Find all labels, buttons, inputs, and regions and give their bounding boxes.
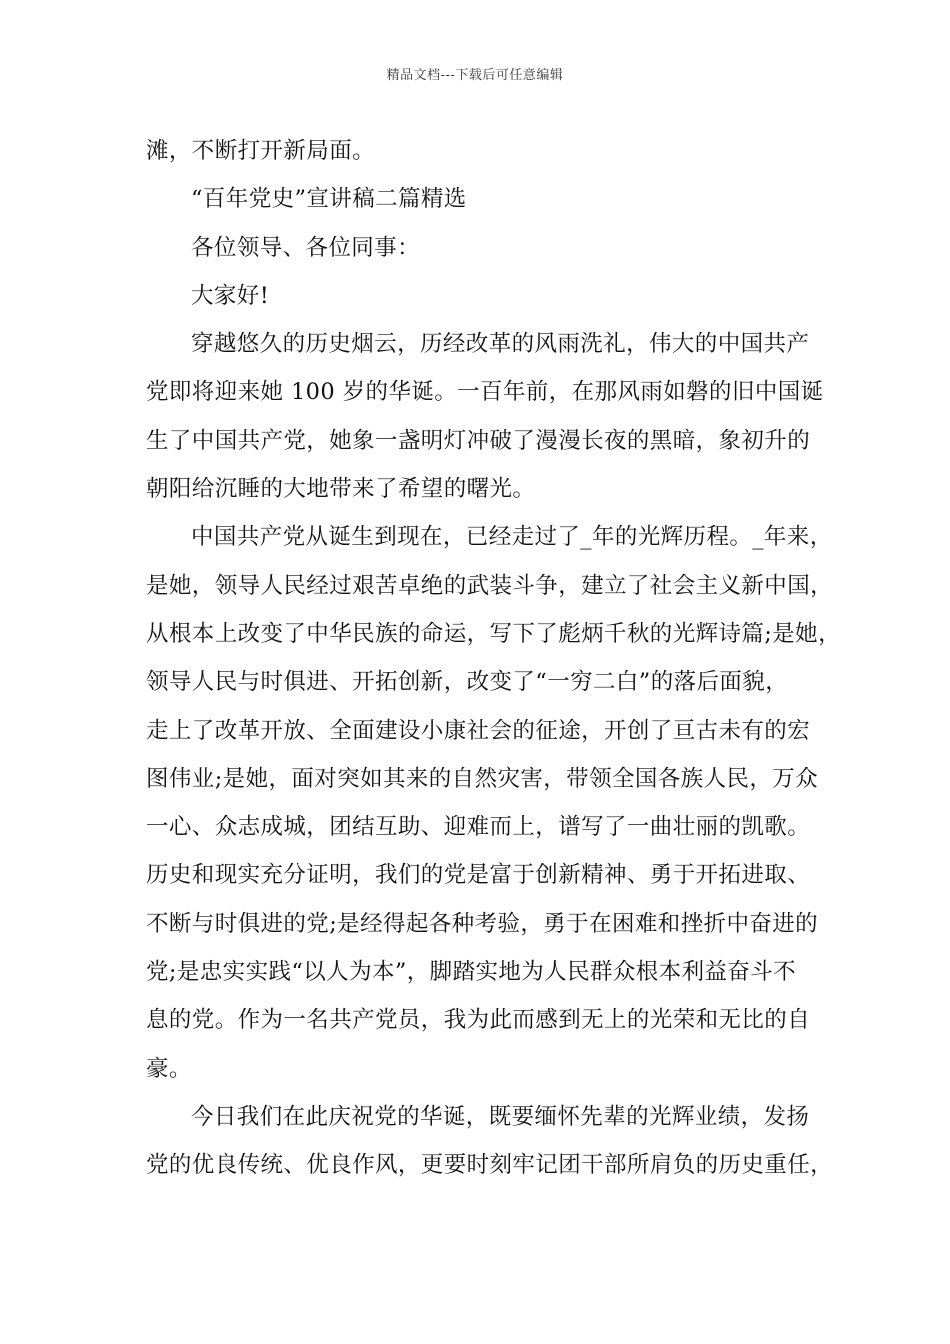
text-line: 中国共产党从诞生到现在，已经走过了_年的光辉历程。_年来，: [191, 524, 833, 551]
text-line: 是她，领导人民经过艰苦卓绝的武装斗争，建立了社会主义新中国，: [146, 572, 834, 599]
greeting: 大家好!: [191, 282, 270, 309]
document-title: “百年党史”宣讲稿二篇精选: [191, 186, 467, 213]
text-line: 领导人民与时俱进、开拓创新，改变了“一穷二白”的落后面貌，: [146, 669, 789, 696]
text-line: 息的党。作为一名共产党员，我为此而感到无上的光荣和无比的自: [146, 1007, 811, 1034]
text-line: 走上了改革开放、全面建设小康社会的征途，开创了亘古未有的宏: [146, 717, 811, 744]
text-line: 穿越悠久的历史烟云，历经改革的风雨洗礼，伟大的中国共产: [191, 331, 810, 358]
text-line: 朝阳给沉睡的大地带来了希望的曙光。: [146, 476, 536, 503]
text-line: 生了中国共产党，她象一盏明灯冲破了漫漫长夜的黑暗，象初升的: [146, 427, 811, 454]
salutation: 各位领导、各位同事：: [191, 234, 421, 261]
text-line: 不断与时俱进的党;是经得起各种考验，勇于在困难和挫折中奋进的: [146, 910, 819, 937]
text-line: 党的优良传统、优良作风，更要时刻牢记团干部所肩负的历史重任，: [146, 1152, 834, 1179]
text-line: 党;是忠实实践“以人为本”，脚踏实地为人民群众根本利益奋斗不: [146, 959, 797, 986]
text-line: 图伟业;是她，面对突如其来的自然灾害，带领全国各族人民，万众: [146, 765, 819, 792]
text-line: 党即将迎来她 100 岁的华诞。一百年前，在那风雨如磐的旧中国诞: [146, 379, 824, 406]
text-line: 豪。: [146, 1055, 192, 1082]
text-line: 历史和现实充分证明，我们的党是富于创新精神、勇于开拓进取、: [146, 862, 811, 889]
document-body: [146, 127, 841, 1190]
text-line: 滩，不断打开新局面。: [146, 138, 376, 164]
page-header: 精品文档---下载后可任意编辑: [386, 68, 564, 83]
text-line: 一心、众志成城，团结互助、迎难而上，谱写了一曲壮丽的凯歌。: [146, 814, 811, 841]
text-line: 从根本上改变了中华民族的命运，写下了彪炳千秋的光辉诗篇;是她，: [146, 620, 841, 647]
text-line: 今日我们在此庆祝党的华诞，既要缅怀先辈的光辉业绩，发扬: [191, 1103, 810, 1130]
